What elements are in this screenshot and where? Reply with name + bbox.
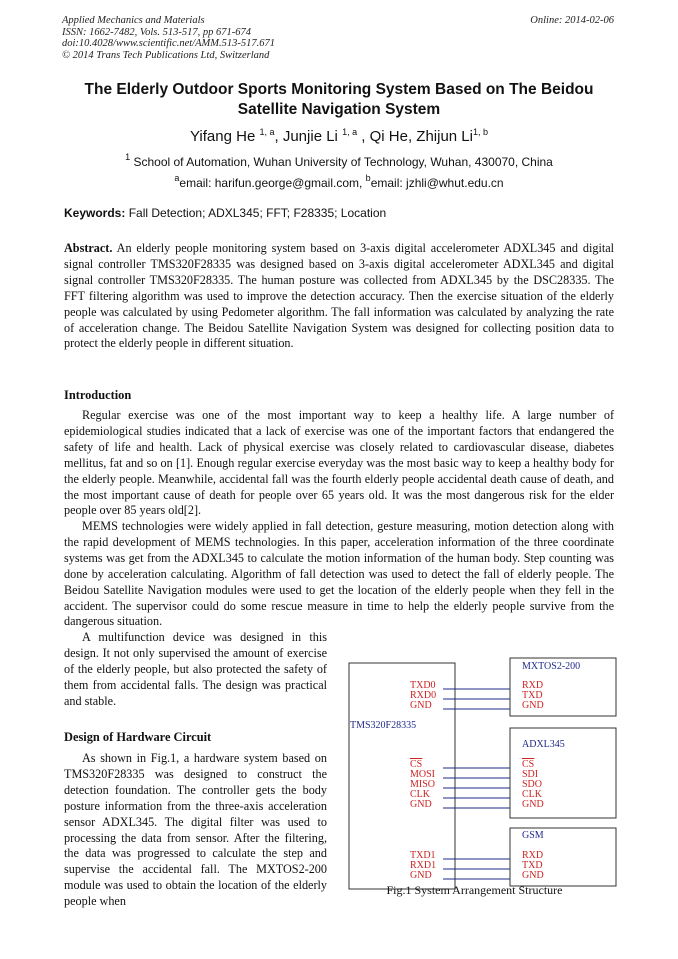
controller-label: TMS320F28335 [350, 720, 417, 731]
affiliation-sup: 1 [125, 152, 131, 162]
affiliation-text: School of Automation, Wuhan University of Technology, Wuhan, 430070, China [133, 155, 553, 169]
pin-label: RXD1 [410, 860, 437, 871]
abstract-label: Abstract. [64, 241, 113, 255]
pin-label: GND [410, 870, 432, 881]
pin-label: CS [522, 759, 535, 770]
module-label-mxtos: MXTOS2-200 [522, 661, 581, 672]
author-affil-sup: 1, a [259, 127, 275, 137]
pin-label: GND [522, 799, 544, 810]
pin-label: MOSI [410, 769, 436, 780]
pin-label: MISO [410, 779, 436, 790]
keywords-text: Fall Detection; ADXL345; FFT; F28335; Location [128, 206, 387, 220]
email-b-sup: b [365, 173, 371, 183]
figure-caption: Fig.1 System Arrangement Structure [386, 883, 563, 897]
pin-label: TXD [522, 860, 543, 871]
author-separator: , [274, 128, 283, 145]
pin-label: RXD0 [410, 690, 437, 701]
section-heading-introduction: Introduction [64, 388, 132, 402]
pin-label: TXD [522, 690, 543, 701]
author-list [64, 122, 614, 147]
online-date: Online: 2014-02-06 [530, 15, 614, 26]
author-separator: , [357, 128, 370, 145]
abstract [64, 241, 614, 352]
intro-paragraph-1: Regular exercise was one of the most important way to keep a healthy life. A large number of epidemiological studies indicated that a lack of exercise was one of the important factors that endangered the safety of life and health. Lack of physical exercise was closely related to cardiovascular disease, diabetes mellitus, fat and so on [1]. Enough regular exercise everyday was the most basic way to keep a healthy body for the elderly people. Meanwhile, accidental fall was the fourth elderly people accidental death cause of death, and the most important cause of death for people over 65 years old. It was the most dangerous risk for the elder people over 85 years old[2]. [64, 408, 614, 518]
controller-box [349, 663, 455, 889]
pin-label: RXD [522, 680, 544, 691]
author-name: Yifang He [189, 128, 256, 145]
pin-label: SDO [522, 779, 543, 790]
module-label-gsm: GSM [522, 830, 544, 841]
email-a[interactable]: email: harifun.george@gmail.com, [179, 176, 366, 190]
module-label-adxl: ADXL345 [522, 739, 565, 750]
paper-title: The Elderly Outdoor Sports Monitoring System Based on The Beidou Satellite Navigation System [84, 81, 594, 118]
pin-label: GND [410, 700, 432, 711]
copyright-line: © 2014 Trans Tech Publications Ltd, Switzerland [62, 49, 270, 61]
intro-paragraph-2: MEMS technologies were widely applied in fall detection, gesture measuring, motion detection along with the rapid development of MEMS technologies. In this paper, acceleration information of the three coordinate systems was get from the ADXL345 to calculate the motion information of the human body. Step counting was done by acceleration calculating. Algorithm of fall detection was used to detect the fall of elderly people. The Beidou Satellite Navigation modules were used to get the location of the elderly people when they fell in the accident. The supervisor could do some rescue measure in time to help the elderly people survive from the dangerous situation. [64, 519, 614, 629]
pin-label: CS [410, 759, 423, 770]
pin-label: GND [522, 870, 544, 881]
author-affil-sup: 1, b [472, 127, 488, 137]
system-arrangement-diagram [347, 643, 617, 899]
section-heading-design: Design of Hardware Circuit [64, 730, 212, 744]
author-name: Junjie Li [282, 128, 338, 145]
email-a-sup: a [174, 173, 180, 183]
pin-label: TXD1 [410, 850, 436, 861]
design-paragraph-1: As shown in Fig.1, a hardware system based on TMS320F28335 was designed to construct the detection foundation. The controller gets the body posture information from the three-axis acceleration sensor ADXL345. The digital filter was used to processing the data from sensor. After the filtering, the data was progressed to calculate the step and supervise the accidental fall. The MXTOS2-200 module was used to obtain the location of the elderly people when [64, 751, 327, 909]
author-affil-sup: 1, a [342, 127, 358, 137]
pin-label: CLK [410, 789, 430, 800]
pin-label: GND [522, 700, 544, 711]
keywords [64, 205, 614, 221]
journal-header [62, 15, 275, 61]
keywords-label: Keywords: [64, 206, 126, 220]
author-emails [64, 170, 614, 191]
email-b[interactable]: email: jzhli@whut.edu.cn [370, 176, 504, 190]
author-separator: , [407, 128, 417, 145]
journal-name: Applied Mechanics and Materials [62, 15, 205, 26]
author-name: Qi He [369, 128, 408, 145]
abstract-text: An elderly people monitoring system based on 3-axis digital accelerometer ADXL345 and digital signal controller TMS320F28335 was designed based on 3-axis digital accelerometer ADXL345 and digital signal controller TMS320F28335. The human posture was collected from ADXL345 by the DSC28335. The FFT filtering algorithm was used to improve the detection accuracy. Then the exercise situation of the elderly people was calculated by using Pedometer algorithm. The fall information was calculated by analyzing the rate of acceleration change. The Beidou Satellite Navigation System was designed for collecting position data to protect the elderly people in different situation. [64, 241, 615, 351]
pin-label: RXD [522, 850, 544, 861]
issn-line: ISSN: 1662-7482, Vols. 513-517, pp 671-674 [62, 26, 251, 38]
pin-label: GND [410, 799, 432, 810]
pin-label: TXD0 [410, 680, 436, 691]
intro-paragraph-3: A multifunction device was designed in this design. It not only supervised the amount of exercise of the elderly people, but also protected the safety of them from accidental falls. The design was practical and stable. [64, 630, 327, 708]
doi-line[interactable]: doi:10.4028/www.scientific.net/AMM.513-517.671 [62, 38, 275, 49]
pin-label: CLK [522, 789, 542, 800]
affiliation [64, 149, 614, 170]
pin-label: SDI [522, 769, 539, 780]
author-name: Zhijun Li [416, 128, 473, 145]
